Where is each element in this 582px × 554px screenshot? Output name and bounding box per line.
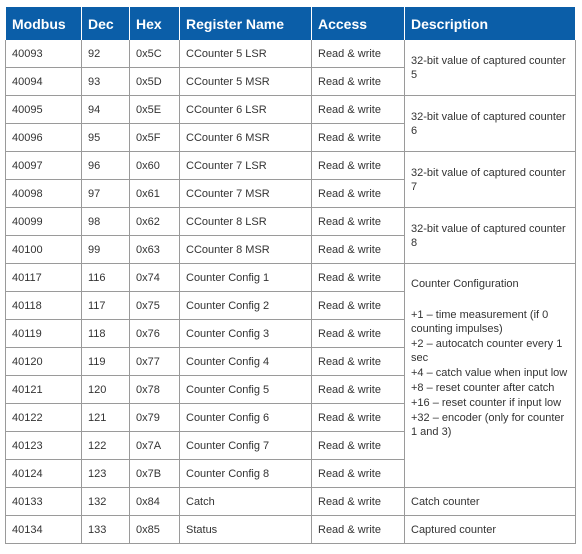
cell-access: Read & write (312, 208, 405, 236)
cell-hex: 0x62 (130, 208, 180, 236)
header-register-name: Register Name (180, 7, 312, 40)
cell-hex: 0x7B (130, 460, 180, 488)
cell-hex: 0x77 (130, 348, 180, 376)
cell-description-status: Captured counter (405, 516, 576, 544)
cell-dec: 123 (82, 460, 130, 488)
cell-modbus: 40133 (6, 488, 82, 516)
cell-modbus: 40095 (6, 96, 82, 124)
header-access: Access (312, 7, 405, 40)
config-option: +16 – reset counter if input low (411, 397, 562, 409)
cell-register-name: CCounter 6 MSR (180, 124, 312, 152)
cell-modbus: 40117 (6, 264, 82, 292)
cell-register-name: Counter Config 3 (180, 320, 312, 348)
cell-access: Read & write (312, 292, 405, 320)
cell-modbus: 40120 (6, 348, 82, 376)
cell-modbus: 40134 (6, 516, 82, 544)
cell-access: Read & write (312, 124, 405, 152)
cell-register-name: CCounter 7 LSR (180, 152, 312, 180)
table-row (6, 516, 576, 544)
cell-register-name: Counter Config 6 (180, 404, 312, 432)
table-row (6, 264, 576, 292)
cell-access: Read & write (312, 460, 405, 488)
cell-access: Read & write (312, 376, 405, 404)
cell-dec: 94 (82, 96, 130, 124)
cell-modbus: 40100 (6, 236, 82, 264)
table-row (6, 40, 576, 68)
cell-hex: 0x78 (130, 376, 180, 404)
cell-modbus: 40094 (6, 68, 82, 96)
cell-modbus: 40122 (6, 404, 82, 432)
cell-dec: 96 (82, 152, 130, 180)
cell-register-name: CCounter 6 LSR (180, 96, 312, 124)
cell-register-name: Counter Config 8 (180, 460, 312, 488)
cell-access: Read & write (312, 152, 405, 180)
cell-hex: 0x60 (130, 152, 180, 180)
cell-register-name: Status (180, 516, 312, 544)
cell-modbus: 40123 (6, 432, 82, 460)
cell-dec: 120 (82, 376, 130, 404)
cell-dec: 132 (82, 488, 130, 516)
table-row (6, 152, 576, 180)
cell-register-name: Counter Config 4 (180, 348, 312, 376)
cell-hex: 0x63 (130, 236, 180, 264)
cell-modbus: 40093 (6, 40, 82, 68)
cell-dec: 92 (82, 40, 130, 68)
table-row (6, 488, 576, 516)
cell-register-name: CCounter 8 MSR (180, 236, 312, 264)
cell-modbus: 40099 (6, 208, 82, 236)
config-option: +4 – catch value when input low (411, 367, 568, 379)
config-option: +2 – autocatch counter every 1 sec (411, 338, 563, 364)
cell-access: Read & write (312, 432, 405, 460)
cell-hex: 0x84 (130, 488, 180, 516)
cell-dec: 117 (82, 292, 130, 320)
config-option: +1 – time measurement (if 0 counting impulses) (411, 309, 549, 335)
cell-hex: 0x7A (130, 432, 180, 460)
table-row (6, 96, 576, 124)
cell-description-catch: Catch counter (405, 488, 576, 516)
config-option: +8 – reset counter after catch (411, 382, 555, 394)
cell-hex: 0x5D (130, 68, 180, 96)
cell-access: Read & write (312, 180, 405, 208)
cell-dec: 118 (82, 320, 130, 348)
cell-hex: 0x79 (130, 404, 180, 432)
cell-dec: 119 (82, 348, 130, 376)
cell-access: Read & write (312, 264, 405, 292)
cell-register-name: CCounter 5 LSR (180, 40, 312, 68)
cell-dec: 95 (82, 124, 130, 152)
cell-access: Read & write (312, 404, 405, 432)
cell-hex: 0x76 (130, 320, 180, 348)
cell-register-name: Counter Config 5 (180, 376, 312, 404)
table-body (6, 40, 576, 544)
cell-description-counter-8: 32-bit value of captured counter 8 (405, 208, 576, 264)
cell-hex: 0x75 (130, 292, 180, 320)
config-option: +32 – encoder (only for counter 1 and 3) (411, 412, 565, 438)
cell-modbus: 40096 (6, 124, 82, 152)
cell-dec: 116 (82, 264, 130, 292)
cell-access: Read & write (312, 96, 405, 124)
cell-access: Read & write (312, 348, 405, 376)
cell-register-name: Counter Config 1 (180, 264, 312, 292)
header-hex: Hex (130, 7, 180, 40)
cell-register-name: Counter Config 2 (180, 292, 312, 320)
cell-register-name: Catch (180, 488, 312, 516)
cell-register-name: Counter Config 7 (180, 432, 312, 460)
cell-hex: 0x61 (130, 180, 180, 208)
cell-modbus: 40124 (6, 460, 82, 488)
cell-description-counter-config (405, 264, 576, 488)
header-description: Description (405, 7, 576, 40)
cell-modbus: 40119 (6, 320, 82, 348)
header-row (6, 7, 576, 40)
cell-modbus: 40098 (6, 180, 82, 208)
cell-hex: 0x5E (130, 96, 180, 124)
cell-modbus: 40121 (6, 376, 82, 404)
cell-dec: 98 (82, 208, 130, 236)
cell-access: Read & write (312, 40, 405, 68)
cell-dec: 99 (82, 236, 130, 264)
cell-dec: 122 (82, 432, 130, 460)
cell-dec: 97 (82, 180, 130, 208)
cell-dec: 133 (82, 516, 130, 544)
cell-dec: 121 (82, 404, 130, 432)
cell-hex: 0x85 (130, 516, 180, 544)
cell-description-counter-7: 32-bit value of captured counter 7 (405, 152, 576, 208)
cell-register-name: CCounter 7 MSR (180, 180, 312, 208)
table-row (6, 208, 576, 236)
header-dec: Dec (82, 7, 130, 40)
cell-hex: 0x5F (130, 124, 180, 152)
cell-dec: 93 (82, 68, 130, 96)
header-modbus: Modbus (6, 7, 82, 40)
cell-description-counter-5: 32-bit value of captured counter 5 (405, 40, 576, 96)
cell-access: Read & write (312, 516, 405, 544)
cell-description-counter-6: 32-bit value of captured counter 6 (405, 96, 576, 152)
cell-access: Read & write (312, 236, 405, 264)
cell-access: Read & write (312, 68, 405, 96)
cell-access: Read & write (312, 488, 405, 516)
register-table (5, 7, 576, 544)
cell-access: Read & write (312, 320, 405, 348)
cell-modbus: 40118 (6, 292, 82, 320)
cell-register-name: CCounter 5 MSR (180, 68, 312, 96)
cell-hex: 0x74 (130, 264, 180, 292)
cell-modbus: 40097 (6, 152, 82, 180)
table-header (6, 7, 576, 40)
config-title: Counter Configuration (411, 278, 519, 290)
cell-register-name: CCounter 8 LSR (180, 208, 312, 236)
cell-hex: 0x5C (130, 40, 180, 68)
